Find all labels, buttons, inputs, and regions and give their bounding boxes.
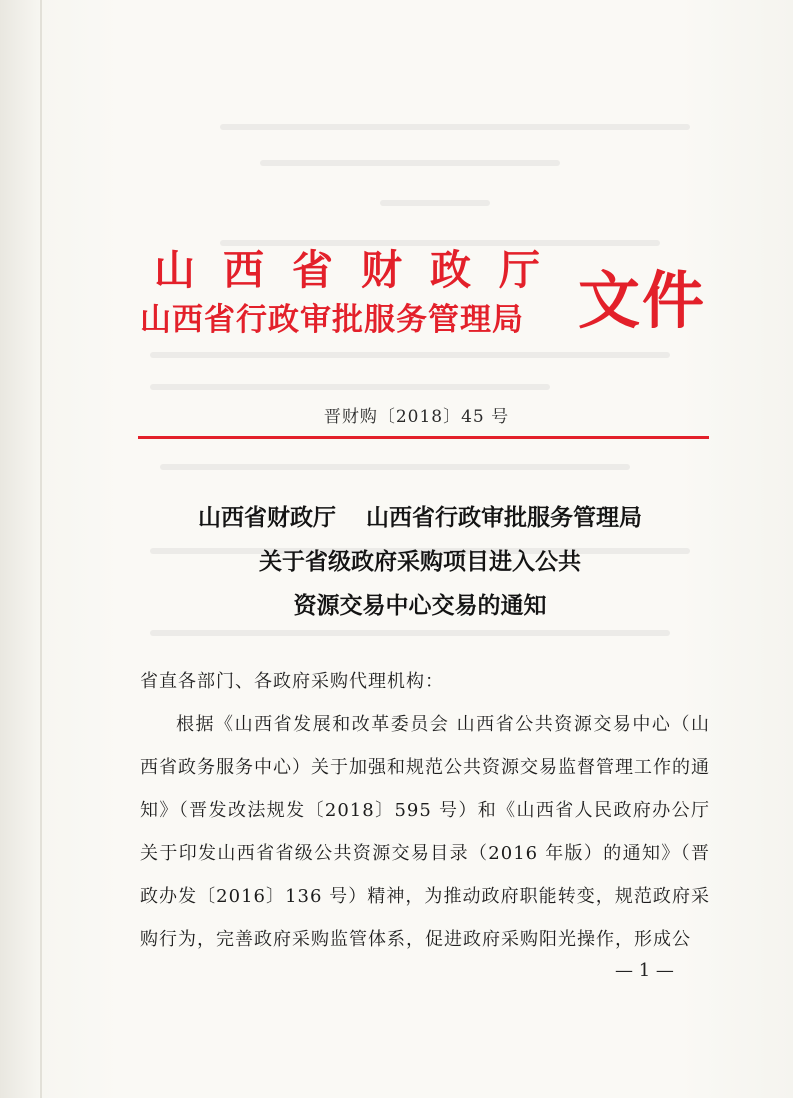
title-issuer-1: 山西省财政厅	[198, 504, 336, 531]
title-line-3: 资源交易中心交易的通知	[293, 592, 547, 619]
show-through-line	[220, 124, 690, 130]
show-through-line	[160, 464, 630, 470]
page-number: — 1 —	[615, 960, 674, 981]
salutation: 省直各部门、各政府采购代理机构：	[140, 671, 444, 692]
red-divider	[138, 436, 709, 439]
show-through-line	[150, 630, 670, 636]
title-line-1	[100, 496, 740, 540]
issuer-line-1: 山西省财政厅	[154, 246, 568, 294]
document-body	[140, 660, 710, 961]
document-type-label: 文件	[578, 264, 707, 337]
body-paragraph: 根据《山西省发展和改革委员会 山西省公共资源交易中心（山西省政务服务中心）关于加强和规范公共资源交易监督管理工作的通知》（晋发改法规发〔2018〕595 号）和《山西省人民政府办公厅关于印发山西省省级公共资源交易目录（2016 年版）的通知》（晋政办发〔2016〕136 号）精神，为推动政府职能转变，规范政府采购行为，完善政府采购监管体系，促进政府采购阳光操作，形成公	[140, 714, 710, 950]
issuer-block	[140, 246, 580, 342]
title-issuer-2: 山西省行政审批服务管理局	[366, 504, 642, 531]
issuer-line-2: 山西省行政审批服务管理局	[140, 302, 524, 338]
show-through-line	[150, 352, 670, 358]
show-through-line	[150, 384, 550, 390]
document-title	[100, 496, 740, 628]
title-line-2: 关于省级政府采购项目进入公共	[259, 548, 581, 575]
document-number: 晋财购〔2018〕45 号	[323, 407, 510, 427]
show-through-line	[380, 200, 490, 206]
show-through-line	[260, 160, 560, 166]
scan-edge	[40, 0, 42, 1098]
